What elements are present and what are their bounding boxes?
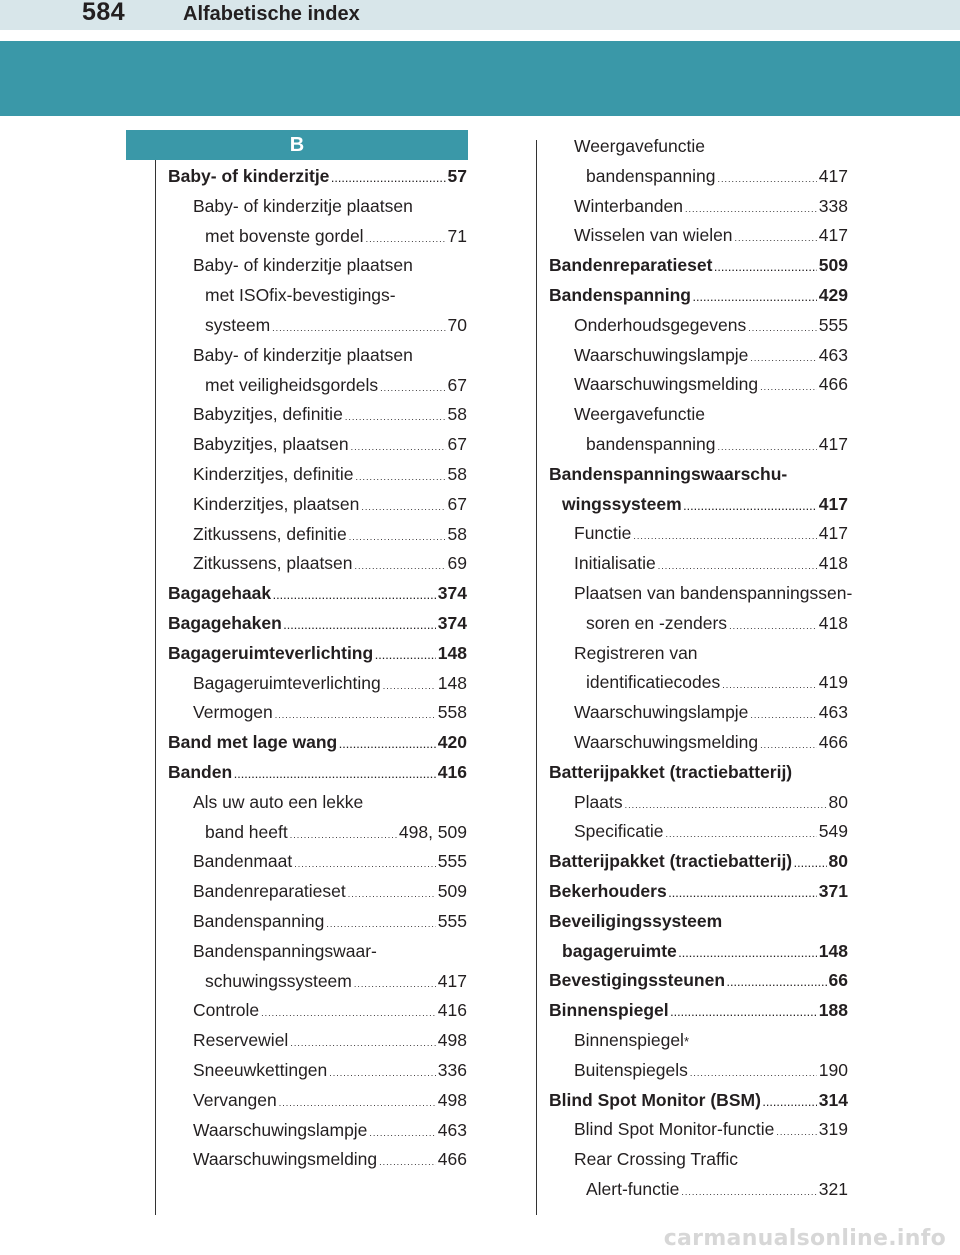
page-reference[interactable]: 417 [818, 433, 848, 454]
page-reference[interactable]: 67 [447, 493, 467, 514]
leader-dots [763, 1089, 817, 1119]
entry-text: Batterijpakket (tractiebatterij) [549, 851, 793, 872]
entry-text: Reservewiel [193, 1030, 289, 1051]
page-reference[interactable]: 71 [447, 225, 467, 246]
page-reference[interactable]: 148 [818, 940, 848, 961]
entry-text: Plaats [574, 791, 623, 812]
index-subentry [549, 519, 848, 549]
index-subentry [549, 549, 848, 579]
entry-text: soren en -zenders [586, 612, 728, 633]
leader-dots [735, 224, 817, 254]
index-subentry [549, 609, 848, 639]
leader-dots [369, 1119, 435, 1149]
leader-dots [625, 791, 827, 821]
page-reference[interactable]: 148 [437, 672, 467, 693]
leader-dots [284, 612, 436, 642]
entry-text: bandenspanning [586, 165, 716, 186]
entry-text: Batterijpakket (tractiebatterij) [549, 761, 793, 782]
entry-text: Babyzitjes, plaatsen [193, 434, 349, 455]
page-reference[interactable]: 67 [447, 374, 467, 395]
page-reference[interactable]: 417 [818, 165, 848, 186]
entry-text: met ISOfix-bevestigings- [205, 285, 396, 306]
index-subentry [168, 669, 467, 699]
entry-text: Bandenspanningswaar- [193, 940, 377, 961]
leader-dots [339, 731, 436, 761]
index-subentry [168, 251, 467, 281]
entry-text: Rear Crossing Traffic [574, 1149, 739, 1170]
page-reference[interactable]: 417 [818, 493, 848, 514]
page-reference[interactable]: 58 [447, 523, 467, 544]
entry-text: Weergavefunctie [574, 404, 706, 425]
leader-dots [379, 1148, 436, 1178]
entry-text: Waarschuwingslampje [574, 344, 749, 365]
page-reference[interactable]: 314 [818, 1089, 848, 1110]
leader-dots [380, 374, 445, 404]
index-subentry [549, 400, 848, 430]
index-left-column [168, 162, 467, 1175]
section-banner [0, 41, 960, 116]
page-reference[interactable]: 416 [437, 1000, 467, 1021]
index-subentry [549, 132, 848, 162]
leader-dots [234, 761, 436, 791]
index-entry [549, 996, 848, 1026]
leader-dots [326, 910, 435, 940]
index-subentry [168, 400, 467, 430]
index-subentry [168, 818, 467, 848]
entry-text: Band met lage wang [168, 732, 338, 753]
index-subentry [549, 668, 848, 698]
entry-text: Waarschuwingslampje [193, 1119, 368, 1140]
index-entry [549, 907, 848, 937]
entry-text: Bekerhouders [549, 880, 667, 901]
entry-text: Als uw auto een lekke [193, 791, 364, 812]
index-subentry [549, 817, 848, 847]
page-reference[interactable]: 190 [818, 1059, 848, 1080]
entry-text: Banden [168, 761, 233, 782]
leader-dots [375, 642, 436, 672]
index-subentry [168, 520, 467, 550]
index-subentry [168, 788, 467, 818]
leader-dots [669, 880, 817, 910]
page-reference[interactable]: 418 [818, 612, 848, 633]
page-reference[interactable]: 148 [437, 642, 467, 663]
page-reference[interactable]: 417 [818, 523, 848, 544]
page-reference[interactable]: 555 [437, 851, 467, 872]
section-letter-heading: B [126, 130, 468, 160]
entry-text: Waarschuwingsmelding [193, 1149, 378, 1170]
page-reference[interactable]: 555 [437, 910, 467, 931]
index-subentry [549, 221, 848, 251]
index-subentry [168, 907, 467, 937]
index-entry [168, 609, 467, 639]
leader-dots [714, 254, 816, 284]
left-column-rule [155, 160, 156, 1215]
index-subentry [549, 311, 848, 341]
page-number: 584 [82, 0, 126, 26]
index-subentry [168, 1086, 467, 1116]
entry-text: Bandenspanning [549, 284, 691, 305]
entry-text: Zitkussens, plaatsen [193, 553, 353, 574]
entry-text: Weergavefunctie [574, 136, 706, 156]
entry-text: Bagagehaken [168, 612, 282, 633]
index-entry [549, 251, 848, 281]
leader-dots [750, 344, 816, 374]
page-reference[interactable]: 417 [437, 970, 467, 991]
page-reference[interactable]: 338 [818, 195, 848, 216]
entry-text: Blind Spot Monitor-functie [574, 1119, 775, 1140]
index-subentry [549, 728, 848, 758]
page-reference[interactable]: 188 [818, 1000, 848, 1021]
leader-dots [366, 225, 446, 255]
entry-text: Vervangen [193, 1089, 277, 1110]
entry-text: identificatiecodes [586, 672, 721, 693]
index-entry [549, 460, 848, 490]
index-subentry [549, 430, 848, 460]
entry-text: bandenspanning [586, 433, 716, 454]
leader-dots [331, 165, 445, 195]
leader-dots [658, 552, 817, 582]
entry-text: Zitkussens, definitie [193, 523, 347, 544]
index-subentry [549, 370, 848, 400]
index-subentry [168, 847, 467, 877]
entry-text: Functie [574, 523, 632, 544]
leader-dots [794, 850, 826, 880]
leader-dots [348, 880, 436, 910]
index-entry [549, 847, 848, 877]
index-entry [168, 639, 467, 669]
entry-text: met bovenste gordel [205, 225, 364, 246]
leader-dots [383, 672, 436, 702]
entry-text: Initialisatie [574, 553, 656, 574]
entry-text: Buitenspiegels [574, 1059, 688, 1080]
leader-dots [666, 820, 817, 850]
index-subentry [168, 996, 467, 1026]
leader-dots [345, 403, 446, 433]
page-reference[interactable]: 374 [437, 612, 467, 633]
entry-text: Bagageruimteverlichting [193, 672, 381, 693]
entry-text: Baby- of kinderzitje plaatsen [193, 195, 413, 216]
leader-dots [279, 1089, 436, 1119]
index-subentry [549, 162, 848, 192]
page-reference[interactable]: 463 [437, 1119, 467, 1140]
leader-dots [684, 493, 817, 523]
leader-dots [273, 582, 436, 612]
index-subentry [549, 639, 848, 669]
index-subentry [549, 579, 853, 609]
entry-text: Winterbanden [574, 195, 683, 216]
index-subentry [549, 341, 848, 371]
index-entry [549, 281, 848, 311]
entry-text: systeem [205, 314, 271, 335]
index-subentry [549, 1115, 848, 1145]
leader-dots [294, 850, 436, 880]
entry-text: Bagagehaak [168, 583, 272, 604]
entry-text: Baby- of kinderzitje plaatsen [193, 344, 413, 365]
index-subentry [168, 371, 467, 401]
page-reference[interactable]: 80 [828, 791, 848, 812]
entry-text: Waarschuwingsmelding [574, 374, 759, 395]
entry-text: Kinderzitjes, plaatsen [193, 493, 360, 514]
index-right-column [549, 132, 853, 1205]
page-reference[interactable]: 466 [437, 1149, 467, 1170]
top-header-bar [0, 0, 960, 30]
page-reference[interactable]: 374 [437, 583, 467, 604]
entry-text: Bevestigingssteunen [549, 970, 726, 991]
page-reference[interactable]: 509 [818, 255, 848, 276]
index-subentry [549, 1175, 848, 1205]
index-subentry [168, 877, 467, 907]
index-subentry [168, 698, 467, 728]
page-reference[interactable]: 416 [437, 761, 467, 782]
page-title: Alfabetische index [183, 3, 360, 25]
index-entry [549, 758, 848, 788]
index-subentry [168, 549, 467, 579]
entry-text: Binnenspiegel [574, 1029, 684, 1050]
entry-text: Babyzitjes, definitie [193, 404, 343, 425]
index-subentry [168, 311, 467, 341]
entry-text: Waarschuwingsmelding [574, 731, 759, 752]
entry-text: schuwingssysteem [205, 970, 352, 991]
index-entry [549, 490, 848, 520]
page-reference[interactable]: 418 [818, 553, 848, 574]
page-reference[interactable]: 498, 509 [398, 821, 467, 842]
entry-text: Specificatie [574, 821, 664, 842]
index-subentry [549, 192, 848, 222]
column-divider [536, 140, 537, 1215]
watermark: carmanualsonline.info [663, 1226, 946, 1251]
index-entry [168, 728, 467, 758]
leader-dots [717, 165, 816, 195]
leader-dots [748, 314, 817, 344]
entry-text: Bandenmaat [193, 851, 293, 872]
index-subentry [168, 967, 467, 997]
index-subentry [168, 1056, 467, 1086]
entry-text: Controle [193, 1000, 260, 1021]
index-entry [549, 966, 848, 996]
entry-text: Vermogen [193, 702, 273, 723]
entry-text: Plaatsen van bandenspanningssen- [574, 582, 853, 603]
page-reference[interactable]: 70 [447, 314, 467, 335]
index-entry [549, 877, 848, 907]
index-subentry [168, 1026, 467, 1056]
index-subentry [549, 1145, 848, 1175]
entry-text: wingssysteem [562, 493, 682, 514]
page-reference[interactable]: 420 [437, 732, 467, 753]
entry-text: met veiligheidsgordels [205, 374, 379, 395]
page-reference[interactable]: 417 [818, 225, 848, 246]
index-subentry [549, 698, 848, 728]
leader-dots [776, 1118, 816, 1148]
page-reference[interactable]: 58 [447, 463, 467, 484]
entry-text: Bandenspanning [193, 910, 325, 931]
entry-text: Waarschuwingslampje [574, 702, 749, 723]
index-subentry [168, 222, 467, 252]
page-reference[interactable]: 66 [828, 970, 848, 991]
page-reference[interactable]: 69 [447, 553, 467, 574]
leader-dots [354, 970, 436, 1000]
entry-text: Onderhoudsgegevens [574, 314, 747, 335]
entry-text: Kinderzitjes, definitie [193, 463, 354, 484]
leader-dots [693, 284, 817, 314]
leader-dots [356, 463, 446, 493]
leader-dots [355, 552, 446, 582]
page-reference[interactable]: 57 [447, 166, 467, 186]
index-entry [168, 579, 467, 609]
page-reference[interactable]: 80 [828, 851, 848, 872]
index-subentry [168, 341, 467, 371]
page-reference[interactable]: 321 [818, 1178, 848, 1199]
index-subentry [168, 1145, 467, 1175]
index-subentry [168, 937, 467, 967]
index-entry [168, 162, 467, 192]
entry-text: bagageruimte [562, 940, 677, 961]
index-entry [549, 1086, 848, 1116]
leader-dots [681, 1178, 816, 1208]
index-subentry [549, 788, 848, 818]
entry-text: Bagageruimteverlichting [168, 642, 374, 663]
index-subentry [168, 490, 467, 520]
entry-text: Baby- of kinderzitje plaatsen [193, 255, 413, 276]
page-reference[interactable]: 67 [447, 434, 467, 455]
entry-text: Blind Spot Monitor (BSM) [549, 1089, 761, 1110]
leader-dots [633, 522, 816, 552]
index-entry [549, 937, 848, 967]
leader-dots [272, 314, 445, 344]
page-reference[interactable]: 419 [818, 672, 848, 693]
page-reference[interactable]: 463 [818, 702, 848, 723]
leader-dots [690, 1059, 817, 1089]
leader-dots [290, 821, 397, 851]
index-subentry [549, 1056, 848, 1086]
index-subentry [168, 192, 467, 222]
leader-dots [760, 731, 817, 761]
leader-dots [727, 969, 827, 999]
leader-dots [729, 612, 817, 642]
index-subentry [168, 430, 467, 460]
leader-dots [261, 999, 436, 1029]
entry-text: Binnenspiegel [549, 1000, 669, 1021]
leader-dots [679, 940, 817, 970]
entry-text: Wisselen van wielen [574, 225, 733, 246]
page-reference[interactable]: 58 [447, 404, 467, 425]
page-reference[interactable]: 498 [437, 1030, 467, 1051]
leader-dots [717, 433, 816, 463]
page-reference[interactable]: 371 [818, 880, 848, 901]
leader-dots [329, 1059, 436, 1089]
entry-text: Bandenreparatieset [193, 881, 346, 902]
page-reference[interactable]: 336 [437, 1059, 467, 1080]
entry-text: Beveiligingssysteem [549, 910, 723, 931]
entry-text: Alert-functie [586, 1178, 680, 1199]
page-reference[interactable]: 558 [437, 702, 467, 723]
leader-dots [290, 1029, 435, 1059]
page-reference[interactable]: 466 [818, 374, 848, 395]
page-reference[interactable]: 549 [818, 821, 848, 842]
entry-text: band heeft [205, 821, 288, 842]
index-entry [168, 758, 467, 788]
page-reference[interactable]: 555 [818, 314, 848, 335]
page-reference[interactable]: 429 [818, 284, 848, 305]
entry-text: Registreren van [574, 642, 698, 663]
leader-dots [351, 433, 446, 463]
leader-dots [685, 195, 817, 225]
page-reference[interactable]: 509 [437, 881, 467, 902]
page-reference[interactable]: 463 [818, 344, 848, 365]
entry-text: Bandenreparatieset [549, 255, 713, 276]
entry-text: Bandenspanningswaarschu- [549, 463, 788, 484]
page-reference[interactable]: 466 [818, 731, 848, 752]
leader-dots [671, 999, 817, 1029]
index-subentry [168, 460, 467, 490]
leader-dots [361, 493, 445, 523]
leader-dots [349, 523, 446, 553]
leader-dots [760, 373, 817, 403]
entry-text: Baby- of kinderzitje [168, 166, 330, 186]
leader-dots [275, 701, 436, 731]
leader-dots [750, 701, 816, 731]
page-reference[interactable]: 498 [437, 1089, 467, 1110]
index-subentry [168, 281, 467, 311]
page-reference[interactable]: 319 [818, 1119, 848, 1140]
index-subentry: Binnenspiegel * [549, 1026, 848, 1056]
leader-dots [722, 671, 817, 701]
index-subentry [168, 1116, 467, 1146]
entry-text: Sneeuwkettingen [193, 1059, 328, 1080]
